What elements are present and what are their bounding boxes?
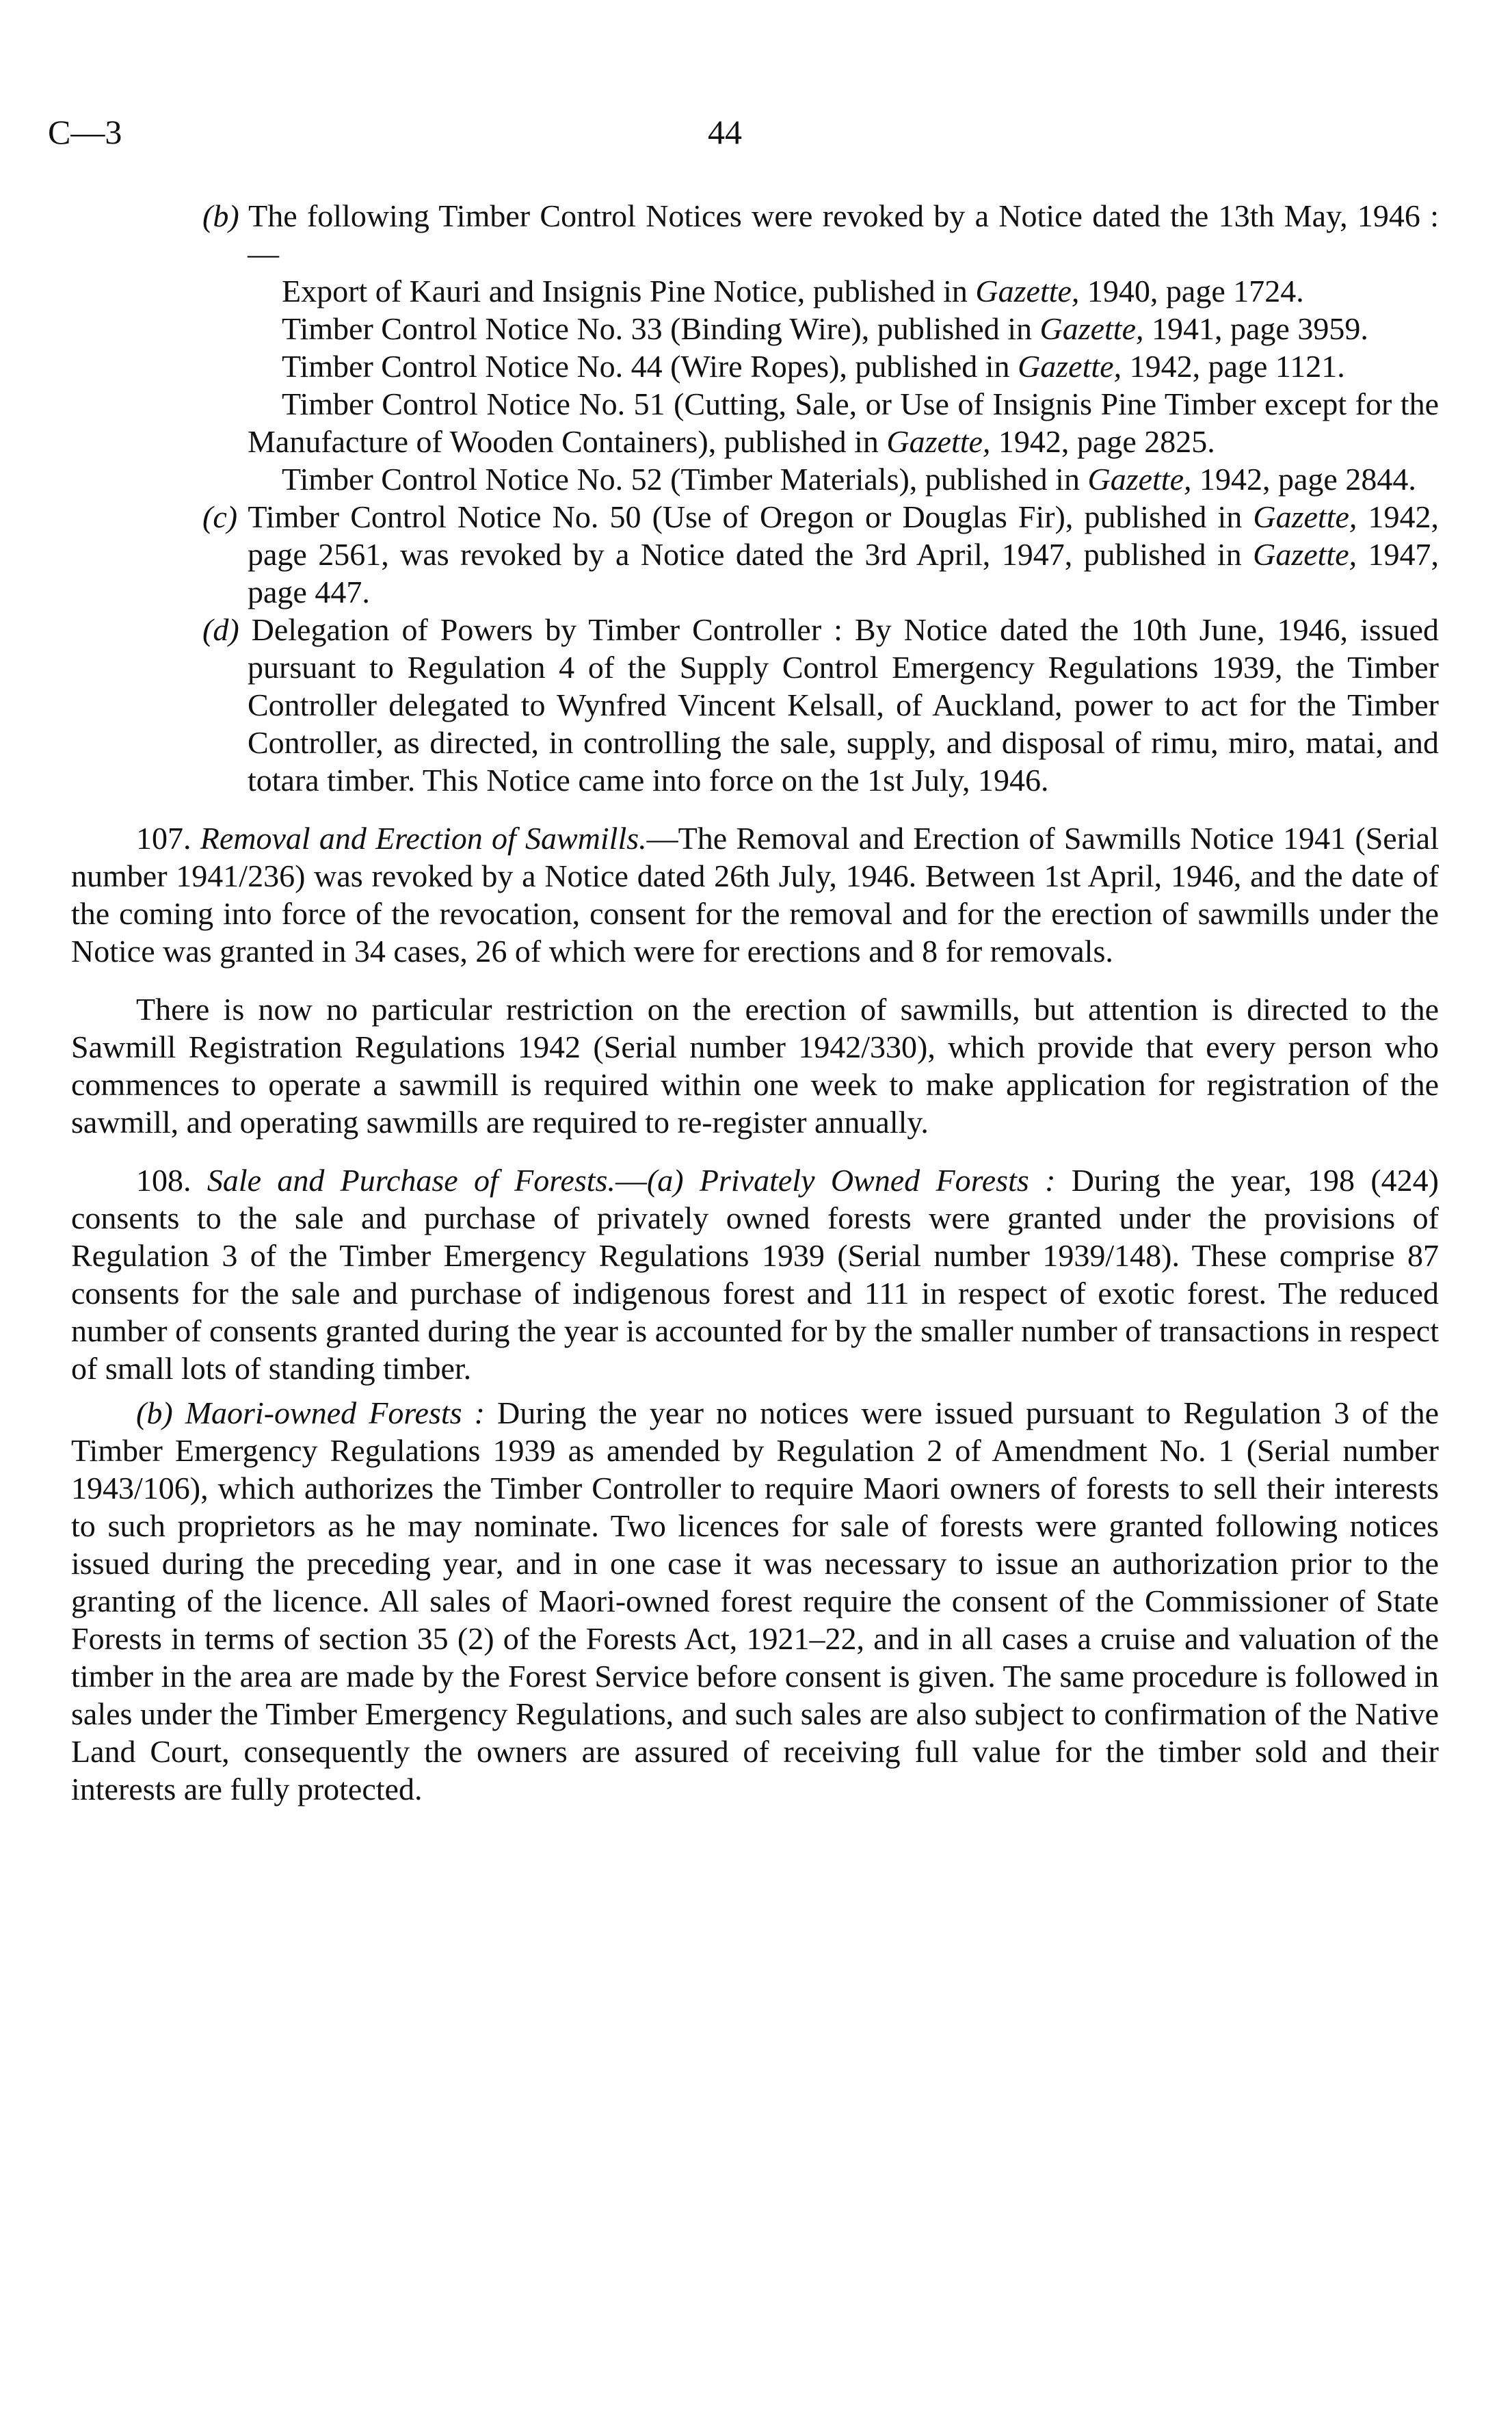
- running-header: [41, 108, 1470, 156]
- paragraph-108: 108. Sale and Purchase of Forests.—(a) Privately Owned Forests : During the year, 198 (424) consents to the sale and purchase of privately owned forests were granted under the provisions of Regulation 3 of the Timber Emergency Regulations 1939 (Serial number 1939/148). These comprise 87 consents for the sale and purchase of indigenous forest and 111 in respect of exotic forest. The reduced number of consents granted during the year is accounted for by the smaller number of transactions in respect of small lots of standing timber.: [71, 1163, 1439, 1386]
- paragraph-107: 107. Removal and Erection of Sawmills.—The Removal and Erection of Sawmills Notice 1941 (Serial number 1941/236) was revoked by a Notice dated 26th July, 1946. Between 1st April, 1946, and the date of the coming into force of the revocation, consent for the removal and for the erection of sawmills under the Notice was granted in 34 cases, 26 of which were for erections and 8 for removals.: [71, 821, 1439, 969]
- section-d-label: (d): [202, 612, 239, 647]
- subheading-privately-owned: Privately Owned Forests :: [699, 1163, 1056, 1198]
- section-c-label: (c): [202, 499, 238, 534]
- paragraph-107-continued: There is now no particular restriction on the erection of sawmills, but attention is directed to the Sawmill Registration Regulations 1942 (Serial number 1942/330), which provide that every person who commences to operate a sawmill is required within one week to make application for registration of the sawmill, and operating sawmills are required to re-register annually.: [71, 992, 1439, 1140]
- section-b-label: (b): [202, 198, 239, 233]
- paragraph-number: 108.: [136, 1163, 191, 1198]
- subheading-maori-owned: Maori-owned Forests :: [185, 1395, 485, 1430]
- paragraph-heading: Sale and Purchase of Forests.: [207, 1163, 615, 1198]
- revoked-notice-item: Timber Control Notice No. 51 (Cutting, Sale, or Use of Insignis Pine Timber except for the Manufacture of Wooden Containers), published in Gazette, 1942, page 2825.: [248, 386, 1439, 459]
- revoked-notice-item: Timber Control Notice No. 52 (Timber Materials), published in Gazette, 1942, page 2844.: [282, 462, 1416, 497]
- revoked-notice-item: Timber Control Notice No. 33 (Binding Wire), published in Gazette, 1941, page 3959.: [282, 311, 1368, 346]
- page-number: 44: [708, 113, 742, 151]
- paragraph-108-b: (b) Maori-owned Forests : During the year no notices were issued pursuant to Regulation 3 of the Timber Emergency Regulations 1939 as amended by Regulation 2 of Amendment No. 1 (Serial number 1943/106), which authorizes the Timber Controller to require Maori owners of forests to sell their interests to such proprietors as he may nominate. Two licences for sale of forests were granted following notices issued during the preceding year, and in one case it was necessary to issue an authorization prior to the granting of the licence. All sales of Maori-owned forest require the consent of the Commissioner of State Forests in terms of section 35 (2) of the Forests Act, 1921–22, and in all cases a cruise and valuation of the timber in the area are made by the Forest Service before consent is given. The same procedure is followed in sales under the Timber Emergency Regulations, and such sales are also subject to confirmation of the Native Land Court, consequently the owners are assured of receiving full value for the timber sold and their interests are fully protected.: [71, 1395, 1440, 1806]
- section-d: (d) Delegation of Powers by Timber Controller : By Notice dated the 10th June, 1946, issued pursuant to Regulation 4 of the Supply Control Emergency Regulations 1939, the Timber Controller delegated to Wynfred Vincent Kelsall, of Auckland, power to act for the Timber Controller, as directed, in controlling the sale, supply, and disposal of rimu, miro, matai, and totara timber. This Notice came into force on the 1st July, 1946.: [202, 612, 1440, 798]
- section-b-intro: (b) The following Timber Control Notices were revoked by a Notice dated the 13th May, 1946 :—: [202, 198, 1439, 271]
- paragraph-heading: Removal and Erection of Sawmills.: [200, 821, 647, 856]
- section-c: (c) Timber Control Notice No. 50 (Use of Oregon or Douglas Fir), published in Gazette, 1942, page 2561, was revoked by a Notice dated the 3rd April, 1947, published in Gazette, 1947, page 447.: [202, 499, 1440, 609]
- revoked-notice-item: Timber Control Notice No. 44 (Wire Ropes), published in Gazette, 1942, page 1121.: [282, 349, 1345, 384]
- paragraph-number: 107.: [136, 821, 191, 856]
- body-text: [71, 197, 1439, 1808]
- report-code: C—3: [48, 113, 122, 151]
- revoked-notice-item: Export of Kauri and Insignis Pine Notice, published in Gazette, 1940, page 1724.: [282, 274, 1304, 308]
